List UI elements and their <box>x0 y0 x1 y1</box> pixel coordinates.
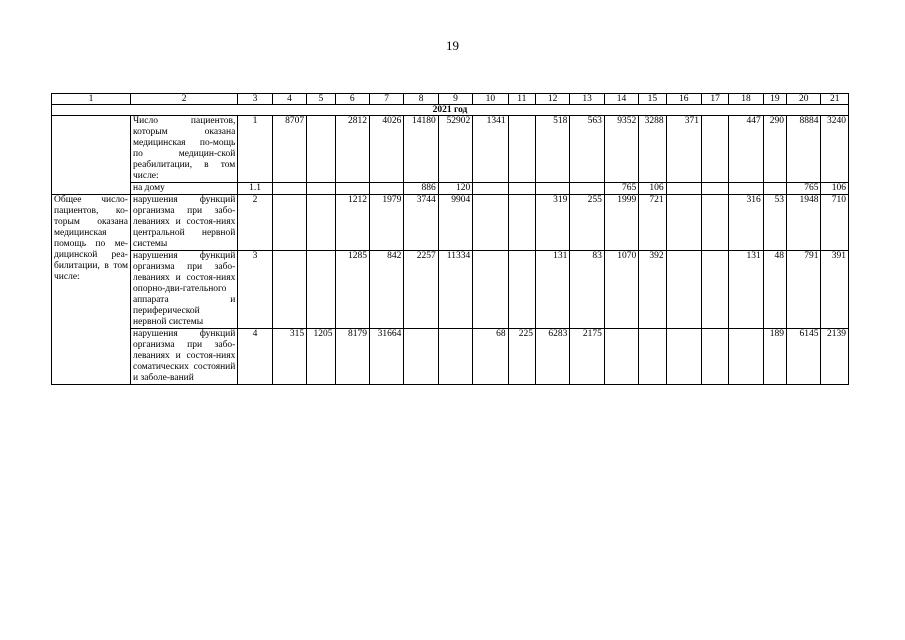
value-cell: 106 <box>639 183 666 195</box>
value-cell: 1979 <box>369 195 403 251</box>
value-cell: 9904 <box>438 195 472 251</box>
value-cell: 131 <box>535 251 569 329</box>
value-cell: 8707 <box>272 116 306 183</box>
value-cell: 225 <box>508 329 535 385</box>
column-number-13: 13 <box>570 94 604 105</box>
value-cell <box>729 329 763 385</box>
row-code: 2 <box>238 195 272 251</box>
value-cell: 8884 <box>787 116 821 183</box>
value-cell <box>335 183 369 195</box>
value-cell <box>369 183 403 195</box>
value-cell <box>272 195 306 251</box>
value-cell <box>639 329 666 385</box>
column-number-17: 17 <box>702 94 729 105</box>
table-row <box>52 116 849 183</box>
group-label: Общее число-пациентов, ко-торым оказана медицинская помощь по ме-дицинской реа-билитации, в том числе: <box>52 195 131 385</box>
row-code: 1 <box>238 116 272 183</box>
value-cell: 14180 <box>404 116 438 183</box>
column-number-11: 11 <box>508 94 535 105</box>
value-cell: 2812 <box>335 116 369 183</box>
value-cell: 1341 <box>473 116 508 183</box>
value-cell: 9352 <box>604 116 638 183</box>
empty-cell <box>52 116 131 195</box>
value-cell <box>508 251 535 329</box>
column-number-3: 3 <box>238 94 272 105</box>
value-cell: 1999 <box>604 195 638 251</box>
column-number-19: 19 <box>763 94 786 105</box>
column-number-20: 20 <box>787 94 821 105</box>
value-cell: 3240 <box>821 116 849 183</box>
value-cell <box>763 183 786 195</box>
column-number-16: 16 <box>666 94 701 105</box>
column-number-4: 4 <box>272 94 306 105</box>
row-label: на дому <box>130 183 237 195</box>
value-cell: 2175 <box>570 329 604 385</box>
value-cell <box>272 251 306 329</box>
year-row <box>52 105 849 116</box>
value-cell <box>666 329 701 385</box>
value-cell: 842 <box>369 251 403 329</box>
value-cell <box>508 116 535 183</box>
column-number-2: 2 <box>130 94 237 105</box>
value-cell <box>702 251 729 329</box>
value-cell <box>473 183 508 195</box>
row-label: Число пациентов, которым оказана медицинская по-мощь по медицин-ской реабилитации, в том числе: <box>130 116 237 183</box>
row-label: нарушения функций организма при забо-леваниях и состоя-ниях соматических состояний и заболе-ваний <box>130 329 237 385</box>
value-cell <box>473 195 508 251</box>
value-cell: 4026 <box>369 116 403 183</box>
value-cell: 886 <box>404 183 438 195</box>
value-cell: 765 <box>604 183 638 195</box>
column-number-5: 5 <box>307 94 335 105</box>
value-cell: 255 <box>570 195 604 251</box>
value-cell: 2139 <box>821 329 849 385</box>
value-cell: 68 <box>473 329 508 385</box>
row-code: 4 <box>238 329 272 385</box>
value-cell <box>570 183 604 195</box>
value-cell: 11334 <box>438 251 472 329</box>
value-cell: 3288 <box>639 116 666 183</box>
table-row <box>52 251 849 329</box>
value-cell: 1205 <box>307 329 335 385</box>
value-cell <box>307 251 335 329</box>
value-cell <box>702 195 729 251</box>
table-row <box>52 195 849 251</box>
value-cell: 120 <box>438 183 472 195</box>
value-cell <box>473 251 508 329</box>
value-cell <box>272 183 306 195</box>
value-cell: 290 <box>763 116 786 183</box>
column-number-21: 21 <box>821 94 849 105</box>
value-cell: 6283 <box>535 329 569 385</box>
column-number-12: 12 <box>535 94 569 105</box>
row-code: 1.1 <box>238 183 272 195</box>
page-number: 19 <box>446 38 459 53</box>
column-number-7: 7 <box>369 94 403 105</box>
table-row <box>52 329 849 385</box>
value-cell: 106 <box>821 183 849 195</box>
value-cell: 52902 <box>438 116 472 183</box>
value-cell: 791 <box>787 251 821 329</box>
column-number-18: 18 <box>729 94 763 105</box>
value-cell <box>307 195 335 251</box>
value-cell: 316 <box>729 195 763 251</box>
value-cell <box>307 183 335 195</box>
value-cell <box>438 329 472 385</box>
value-cell <box>307 116 335 183</box>
value-cell: 765 <box>787 183 821 195</box>
rehabilitation-table <box>51 93 849 385</box>
value-cell: 447 <box>729 116 763 183</box>
value-cell: 3744 <box>404 195 438 251</box>
value-cell: 1948 <box>787 195 821 251</box>
row-code: 3 <box>238 251 272 329</box>
value-cell: 83 <box>570 251 604 329</box>
value-cell <box>702 329 729 385</box>
value-cell: 518 <box>535 116 569 183</box>
column-number-8: 8 <box>404 94 438 105</box>
value-cell <box>729 183 763 195</box>
value-cell: 8179 <box>335 329 369 385</box>
value-cell: 563 <box>570 116 604 183</box>
value-cell: 319 <box>535 195 569 251</box>
column-number-15: 15 <box>639 94 666 105</box>
value-cell: 189 <box>763 329 786 385</box>
value-cell <box>508 183 535 195</box>
table-row <box>52 183 849 195</box>
column-number-6: 6 <box>335 94 369 105</box>
value-cell <box>702 116 729 183</box>
value-cell: 315 <box>272 329 306 385</box>
value-cell <box>604 329 638 385</box>
column-number-1: 1 <box>52 94 131 105</box>
value-cell: 53 <box>763 195 786 251</box>
column-number-10: 10 <box>473 94 508 105</box>
column-number-14: 14 <box>604 94 638 105</box>
value-cell <box>535 183 569 195</box>
value-cell: 371 <box>666 116 701 183</box>
row-label: нарушения функций организма при забо-леваниях и состоя-ниях опорно-дви-гательного аппарата и периферической нервной системы <box>130 251 237 329</box>
value-cell: 391 <box>821 251 849 329</box>
value-cell: 710 <box>821 195 849 251</box>
value-cell: 1070 <box>604 251 638 329</box>
value-cell <box>702 183 729 195</box>
value-cell: 721 <box>639 195 666 251</box>
value-cell: 48 <box>763 251 786 329</box>
value-cell <box>666 195 701 251</box>
value-cell <box>508 195 535 251</box>
year-label: 2021 год <box>52 105 849 116</box>
value-cell: 6145 <box>787 329 821 385</box>
value-cell: 2257 <box>404 251 438 329</box>
row-label: нарушения функций организма при забо-леваниях и состоя-ниях центральной нервной системы <box>130 195 237 251</box>
value-cell: 392 <box>639 251 666 329</box>
value-cell: 31664 <box>369 329 403 385</box>
value-cell <box>404 329 438 385</box>
column-number-9: 9 <box>438 94 472 105</box>
value-cell: 1285 <box>335 251 369 329</box>
value-cell: 1212 <box>335 195 369 251</box>
value-cell <box>666 251 701 329</box>
value-cell <box>666 183 701 195</box>
value-cell: 131 <box>729 251 763 329</box>
column-numbers-row <box>52 94 849 105</box>
